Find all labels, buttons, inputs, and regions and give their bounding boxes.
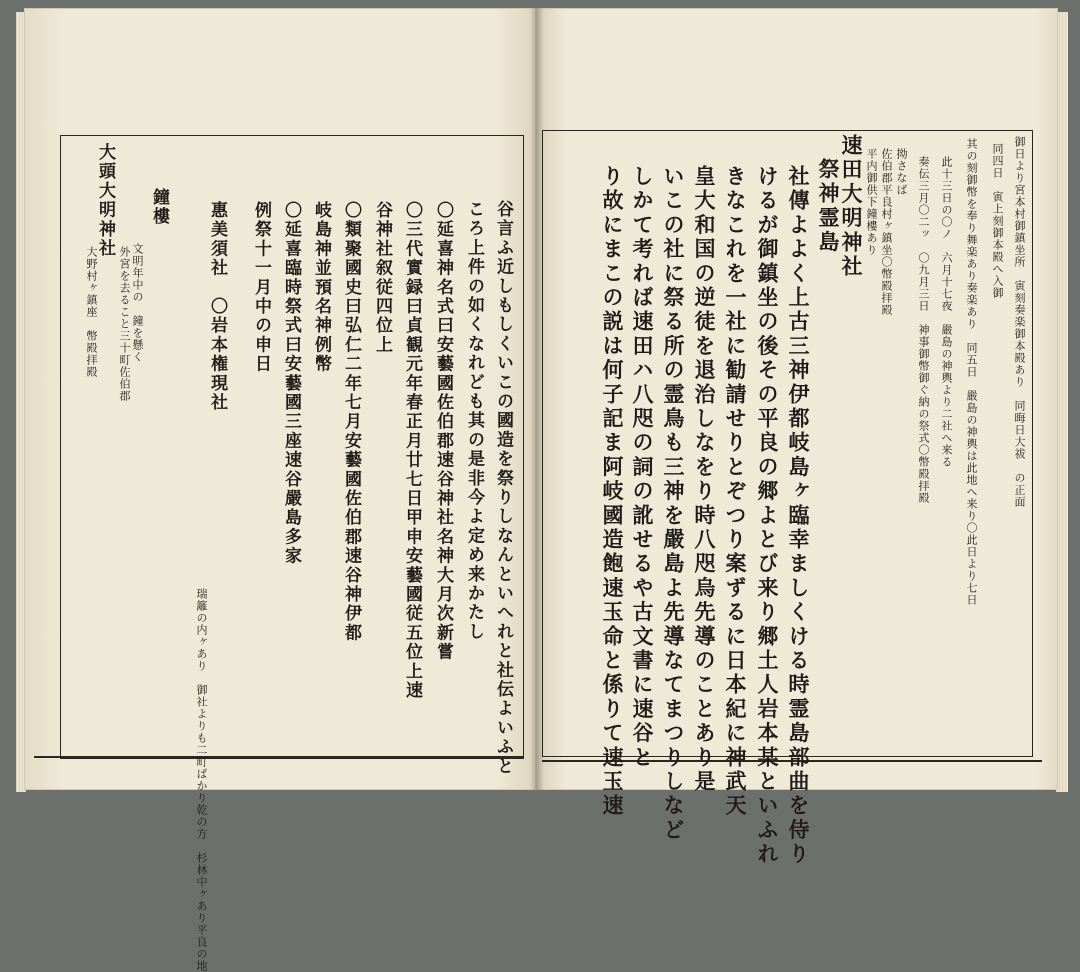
- right-column: いこの社に祭る所の霊鳥も三神を嚴島よ先導なてまつりしなど: [661, 165, 686, 843]
- right-note: 平内御供下鐘樓あり: [865, 148, 878, 256]
- left-column: 谷言ふ近しもしくいこの國造を祭りしなんといへれと社伝よいふと: [493, 200, 513, 776]
- right-note: 同四日 寅上刻御本殿へ入御: [991, 143, 1004, 299]
- book-gutter: [530, 8, 544, 790]
- left-column: 〇延喜神名式曰安藝國佐伯郡速谷神社名神大月次新嘗: [433, 201, 453, 662]
- right-column: 社傳よよく上古三神伊都岐島ヶ臨幸ましくける時霊島部曲を侍り: [786, 165, 811, 867]
- right-column-title: 速田大明神社: [839, 134, 864, 280]
- open-book: [24, 8, 1058, 972]
- left-column: 〇三代實録曰貞観元年春正月廿七日甲申安藝國従五位上速: [402, 201, 422, 701]
- left-note: 大野村ヶ鎮座 幣殿拝殿: [85, 246, 98, 378]
- left-column: 〇延喜臨時祭式曰安藝國三座速谷嚴島多家: [281, 201, 301, 566]
- left-column: 岐島神並預名神例幣: [311, 201, 331, 374]
- left-note: 文明年中の 鐘を懸く: [131, 243, 144, 363]
- left-column: 例祭十一月中の申日: [251, 201, 271, 374]
- right-column: きなこれを一社に勧請せりとぞつり案ずるに日本紀に神武天: [723, 165, 748, 819]
- left-column: 鐘樓: [149, 188, 169, 227]
- right-note: 此十三日の〇ノ 六月十七夜 嚴島の神輿より二社へ来る: [940, 156, 953, 468]
- right-note: 佐伯郡平良村ヶ鎮坐〇幣殿拝殿: [880, 148, 893, 316]
- left-column: ころ上件の如くなれども其の是非今よ定め来かたし: [464, 200, 484, 642]
- right-note: 其の刻御幣を奉り舞楽あり奏楽あり 同五日 嚴島の神輿は此地へ来り〇此日より七日: [965, 138, 978, 606]
- right-column: 祭神霊島: [816, 158, 841, 255]
- left-page: [24, 8, 536, 972]
- right-column: けるが御鎮坐の後その平良の郷よとび来り郷土人岩本某といふれ: [755, 165, 780, 867]
- right-note: 御日より宮本村御鎮坐所 寅刻奏楽御本殿あり 同晦日大祓 の正面: [1013, 136, 1026, 508]
- left-note: 外宮を去ること三十町佐伯郡: [118, 246, 131, 402]
- right-page: [536, 8, 1058, 867]
- right-column: しかて考れば速田ハ八咫の詞の訛せるや古文書に速谷と: [630, 165, 655, 770]
- left-column: 〇類聚國史曰弘仁二年七月安藝國佐伯郡速谷神伊都: [341, 201, 361, 643]
- left-bottom-rule: [34, 756, 524, 758]
- right-note: 奏伝三月〇二ッ 〇九月三日 神事御幣御ぐ納の祭式〇幣殿拝殿: [917, 156, 930, 504]
- left-note: 瑞籬の内ヶあり 御社よりも二町ばかり乾の方 杉林中ヶあり平良の地: [195, 588, 208, 972]
- right-column: り故にまこの説は何子記ま阿岐國造飽速玉命と係りて速玉速: [600, 165, 625, 819]
- left-column: 大頭大明神社: [95, 143, 115, 259]
- left-column: 惠美須社 〇岩本権現社: [207, 201, 227, 413]
- right-note: 拗さなば: [895, 148, 908, 196]
- right-column: 皇大和国の逆徒を退治しなをり時八咫烏先導のことあり是: [692, 165, 717, 795]
- left-column: 谷神社叙従四位上: [372, 201, 392, 355]
